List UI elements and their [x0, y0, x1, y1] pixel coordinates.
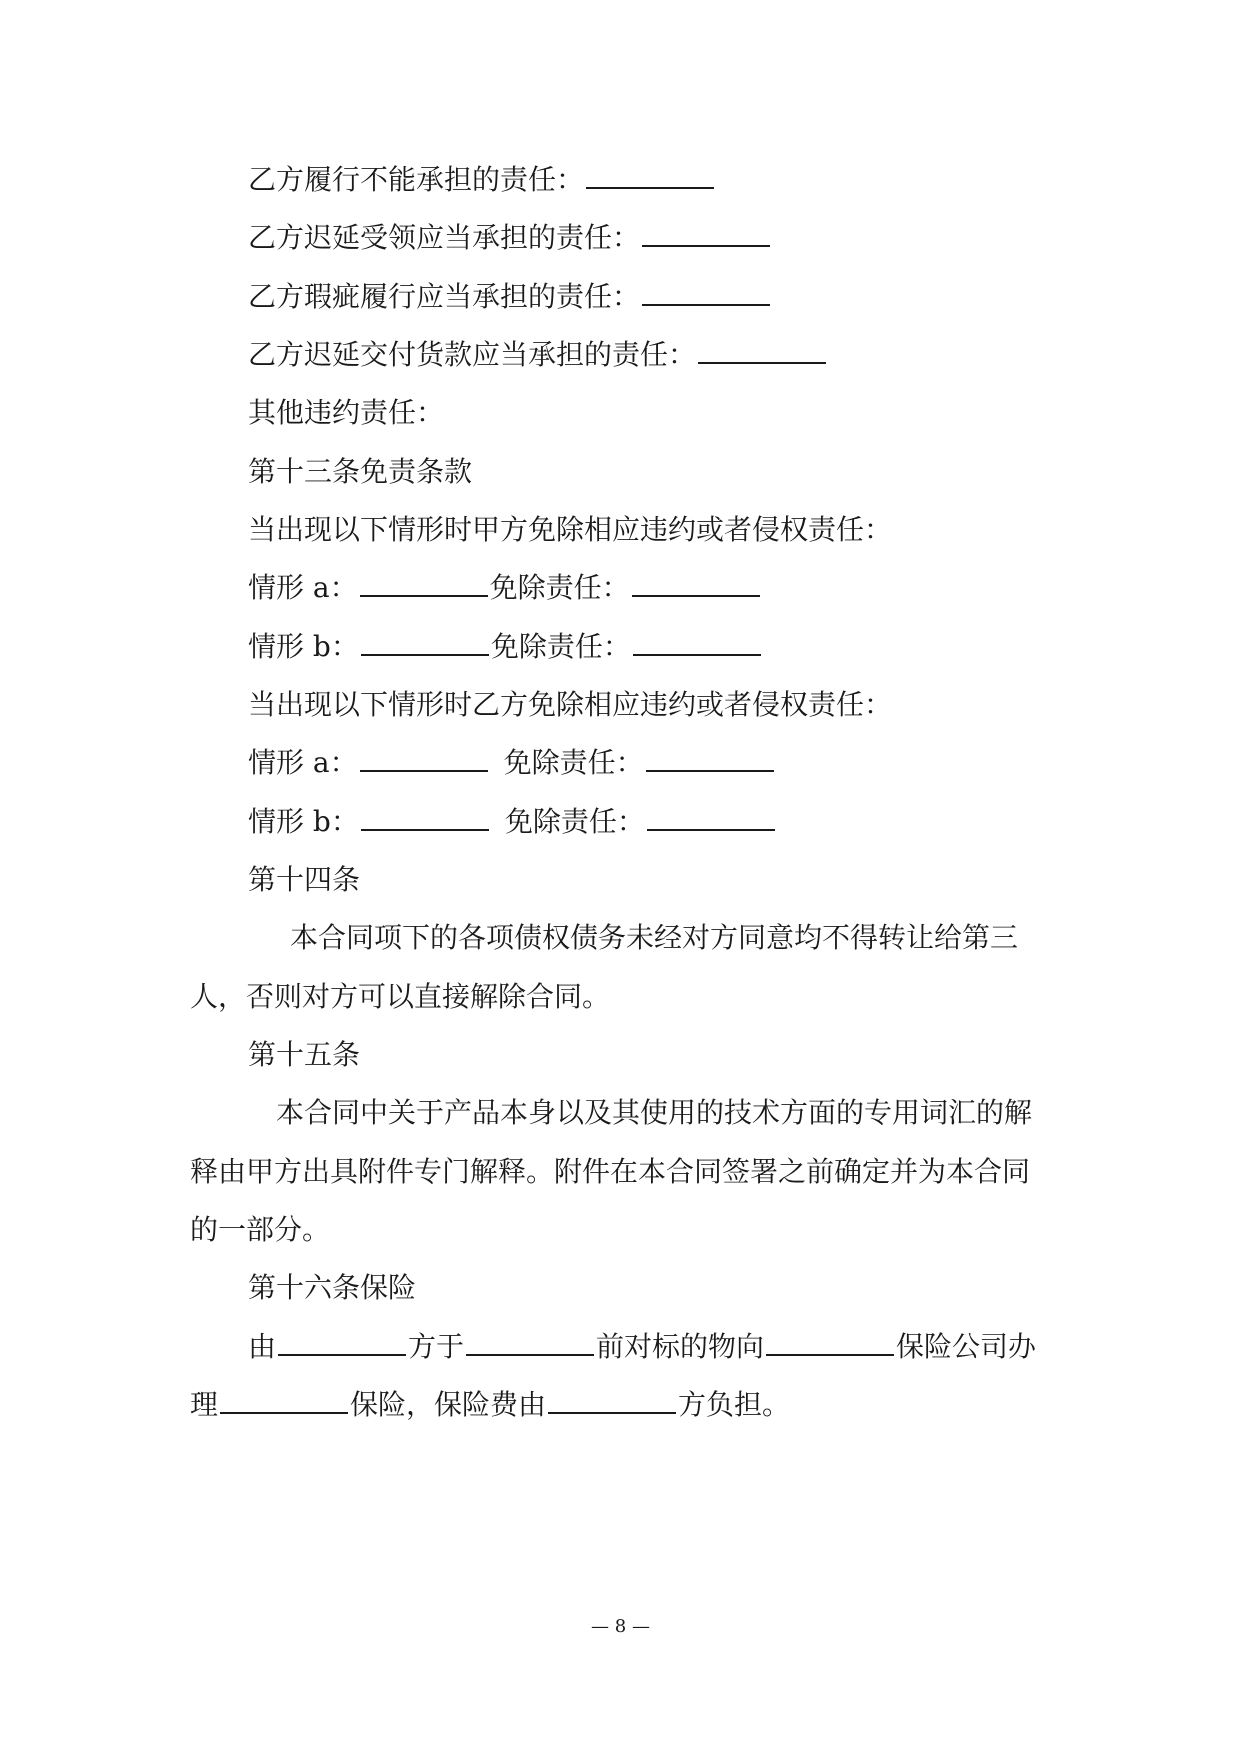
fill-in-blank[interactable]	[646, 744, 774, 772]
paragraph-text: 人，否则对方可以直接解除合同。	[190, 980, 611, 1013]
clause-text: 免除责任：	[503, 746, 644, 779]
heading-text: 第十四条	[248, 863, 361, 896]
paragraph-line	[190, 1152, 1030, 1192]
clause-text: 乙方履行不能承担的责任：	[248, 163, 585, 196]
clause-line	[248, 160, 716, 200]
paragraph-line	[276, 1093, 1032, 1133]
clause-text: 情形 a：	[248, 571, 358, 604]
fill-in-blank[interactable]	[766, 1328, 894, 1356]
heading-text: 第十六条保险	[248, 1271, 417, 1304]
clause-text: 方负担。	[678, 1388, 791, 1421]
paragraph-line	[190, 977, 610, 1017]
clause-line	[248, 627, 763, 667]
clause-text: 保险，保险费由	[350, 1388, 547, 1421]
clause-text: 情形 b：	[248, 805, 359, 838]
clause-text: 当出现以下情形时甲方免除相应违约或者侵权责任：	[248, 513, 893, 546]
section-heading	[248, 1268, 416, 1308]
clause-text: 情形 a：	[248, 746, 358, 779]
section-heading	[248, 860, 360, 900]
clause-line	[248, 743, 776, 783]
clause-text: 理	[190, 1388, 219, 1421]
paragraph-text: 释由甲方出具附件专门解释。附件在本合同签署之前确定并为本合同	[190, 1155, 1031, 1188]
paragraph-line	[290, 918, 1018, 958]
fill-in-blank[interactable]	[632, 569, 760, 597]
clause-text: 乙方迟延受领应当承担的责任：	[248, 221, 641, 254]
fill-in-blank[interactable]	[361, 803, 489, 831]
clause-line	[190, 1385, 790, 1425]
fill-in-blank[interactable]	[633, 628, 761, 656]
fill-in-blank[interactable]	[548, 1386, 676, 1414]
clause-text: 免除责任：	[504, 805, 645, 838]
clause-line	[248, 335, 828, 375]
fill-in-blank[interactable]	[278, 1328, 406, 1356]
clause-line	[248, 1327, 1036, 1367]
heading-text: 第十三条免责条款	[248, 455, 473, 488]
fill-in-blank[interactable]	[361, 628, 489, 656]
page-number: — 8 —	[591, 1616, 650, 1637]
clause-text: 由	[248, 1330, 277, 1363]
clause-line	[248, 277, 772, 317]
fill-in-blank[interactable]	[360, 744, 488, 772]
fill-in-blank[interactable]	[466, 1328, 594, 1356]
clause-text: 前对标的物向	[596, 1330, 765, 1363]
clause-text: 情形 b：	[248, 630, 359, 663]
clause-line	[248, 393, 444, 433]
clause-text: 乙方迟延交付货款应当承担的责任：	[248, 338, 697, 371]
fill-in-blank[interactable]	[360, 569, 488, 597]
fill-in-blank[interactable]	[642, 278, 770, 306]
paragraph-text: 本合同中关于产品本身以及其使用的技术方面的专用词汇的解	[276, 1096, 1033, 1129]
clause-line	[248, 685, 892, 725]
clause-line	[248, 568, 762, 608]
clause-text: 保险公司办	[896, 1330, 1037, 1363]
fill-in-blank[interactable]	[642, 219, 770, 247]
clause-line	[248, 218, 772, 258]
heading-text: 第十五条	[248, 1038, 361, 1071]
section-heading	[248, 1035, 360, 1075]
clause-line	[248, 510, 892, 550]
fill-in-blank[interactable]	[220, 1386, 348, 1414]
clause-line	[248, 802, 777, 842]
clause-text: 乙方瑕疵履行应当承担的责任：	[248, 280, 641, 313]
clause-text: 免除责任：	[489, 571, 630, 604]
clause-text: 其他违约责任：	[248, 396, 445, 429]
paragraph-text: 的一部分。	[190, 1213, 331, 1246]
section-heading	[248, 452, 472, 492]
clause-text: 当出现以下情形时乙方免除相应违约或者侵权责任：	[248, 688, 893, 721]
fill-in-blank[interactable]	[698, 336, 826, 364]
fill-in-blank[interactable]	[586, 161, 714, 189]
clause-text: 免除责任：	[490, 630, 631, 663]
fill-in-blank[interactable]	[647, 803, 775, 831]
paragraph-line	[190, 1210, 330, 1250]
clause-text: 方于	[408, 1330, 465, 1363]
paragraph-text: 本合同项下的各项债权债务未经对方同意均不得转让给第三	[290, 921, 1019, 954]
